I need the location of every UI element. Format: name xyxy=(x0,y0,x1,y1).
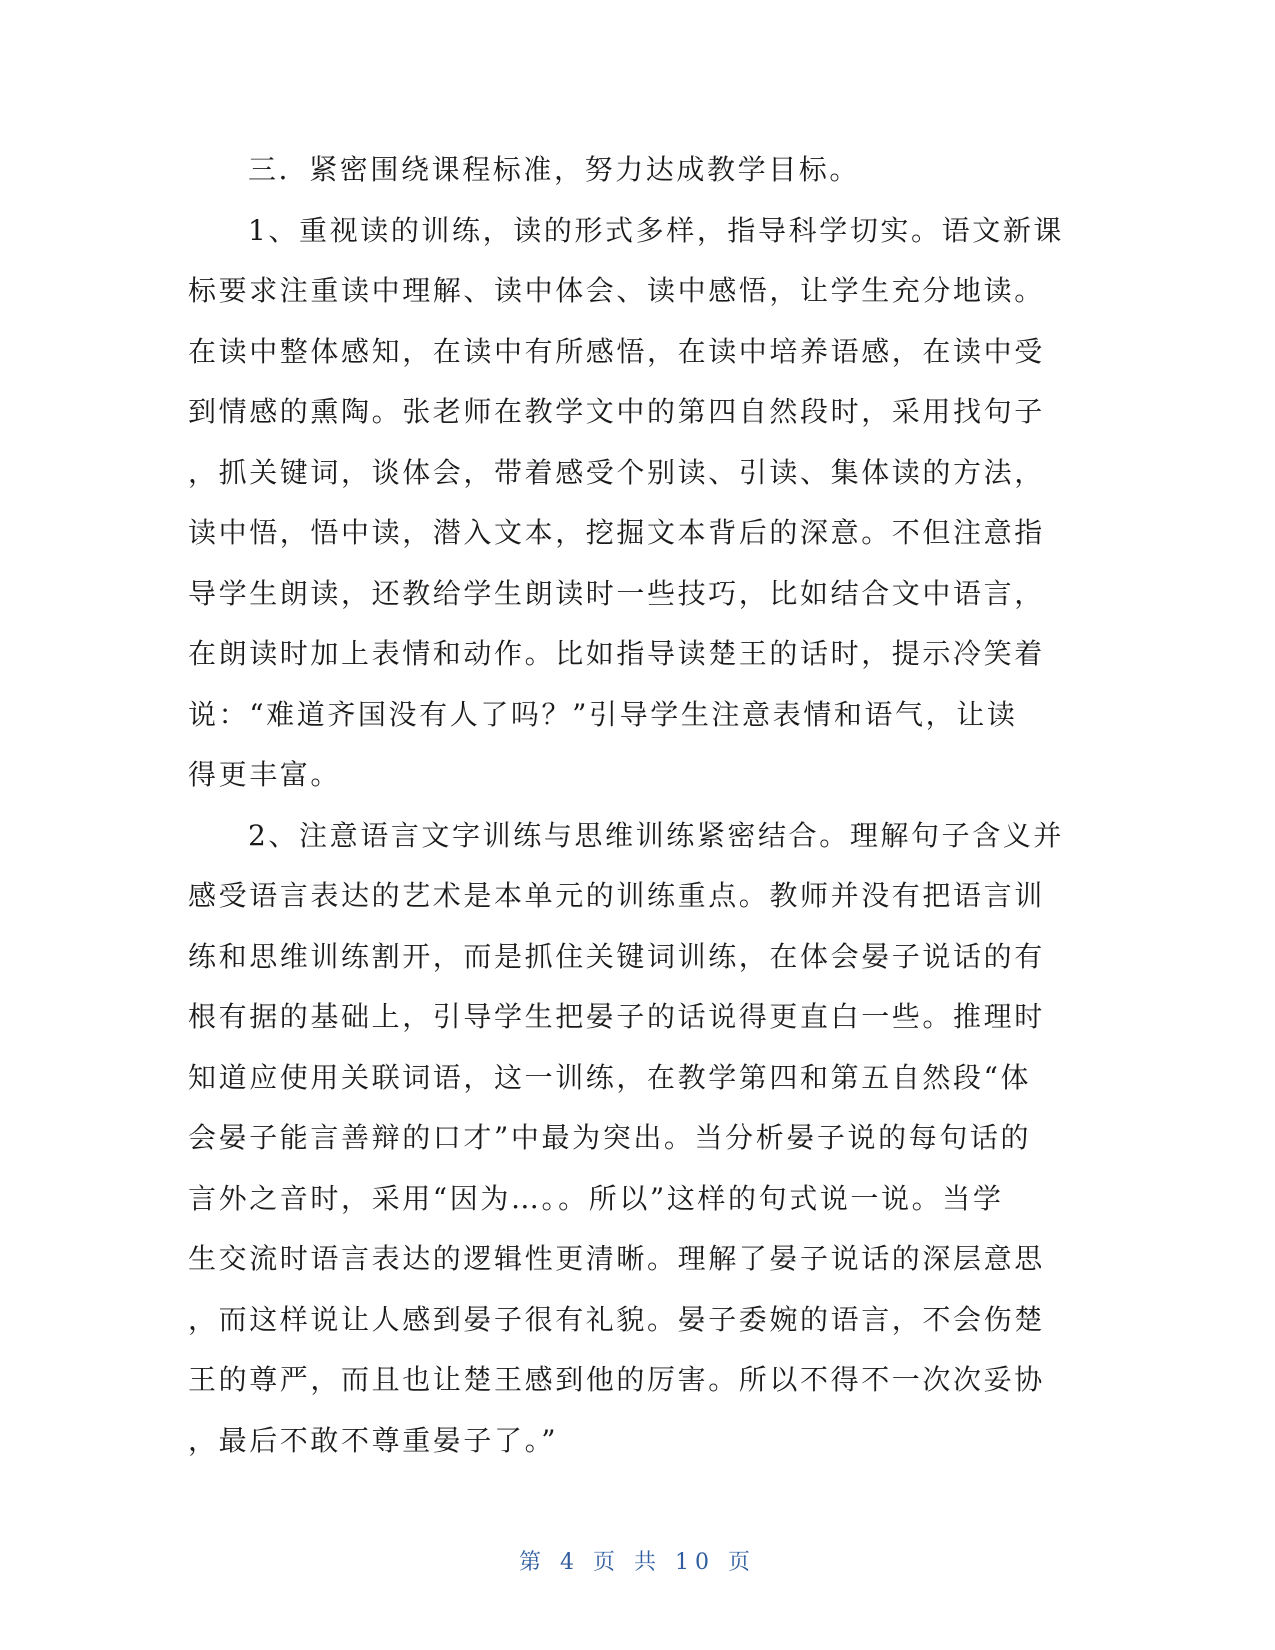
paragraph-1-line: 1、重视读的训练，读的形式多样，指导科学切实。语文新课 xyxy=(248,213,1065,247)
paragraph-2-line: 感受语言表达的艺术是本单元的训练重点。教师并没有把语言训 xyxy=(188,879,1045,912)
paragraph-2-line: 王的尊严，而且也让楚王感到他的厉害。所以不得不一次次妥协 xyxy=(188,1363,1045,1396)
paragraph-2-line: 言外之音时，采用“因为…。。所以”这样的句式说一说。当学 xyxy=(188,1181,1004,1215)
paragraph-1-line: 标要求注重读中理解、读中体会、读中感悟，让学生充分地读。 xyxy=(188,274,1045,307)
paragraph-1-line: 得更丰富。 xyxy=(188,758,342,791)
paragraph-2-line: ，而这样说让人感到晏子很有礼貌。晏子委婉的语言，不会伤楚 xyxy=(188,1302,1045,1336)
section-heading: 三．紧密围绕课程标准，努力达成教学目标。 xyxy=(248,153,861,186)
paragraph-1-line: 到情感的熏陶。张老师在教学文中的第四自然段时，采用找句子 xyxy=(188,395,1045,428)
paragraph-1-line: 在读中整体感知，在读中有所感悟，在读中培养语感，在读中受 xyxy=(188,334,1045,368)
paragraph-1-line: 导学生朗读，还教给学生朗读时一些技巧，比如结合文中语言， xyxy=(188,576,1045,610)
paragraph-1-line: 在朗读时加上表情和动作。比如指导读楚王的话时，提示冷笑着 xyxy=(188,637,1045,670)
paragraph-1-line: ，抓关键词，谈体会，带着感受个别读、引读、集体读的方法， xyxy=(188,455,1045,489)
paragraph-2-line: 知道应使用关联词语，这一训练，在教学第四和第五自然段“体 xyxy=(188,1060,1032,1094)
paragraph-2-line: 会晏子能言善辩的口才”中最为突出。当分析晏子说的每句话的 xyxy=(188,1121,1032,1154)
page-footer xyxy=(0,1545,1275,1576)
paragraph-2-line: 根有据的基础上，引导学生把晏子的话说得更直白一些。推理时 xyxy=(188,1000,1045,1033)
paragraph-2-line: 练和思维训练割开，而是抓住关键词训练，在体会晏子说话的有 xyxy=(188,939,1045,973)
page-number-label: 第 4 页 共 10 页 xyxy=(519,1550,756,1575)
paragraph-2-line: ，最后不敢不尊重晏子了。” xyxy=(188,1423,559,1457)
paragraph-2-line: 生交流时语言表达的逻辑性更清晰。理解了晏子说话的深层意思 xyxy=(188,1242,1045,1275)
paragraph-1-line: 说：“难道齐国没有人了吗？”引导学生注意表情和语气，让读 xyxy=(188,697,1018,731)
document-body xyxy=(188,140,1078,1471)
paragraph-2-line: 2、注意语言文字训练与思维训练紧密结合。理解句子含义并 xyxy=(248,818,1065,852)
paragraph-1-line: 读中悟，悟中读，潜入文本，挖掘文本背后的深意。不但注意指 xyxy=(188,516,1045,549)
